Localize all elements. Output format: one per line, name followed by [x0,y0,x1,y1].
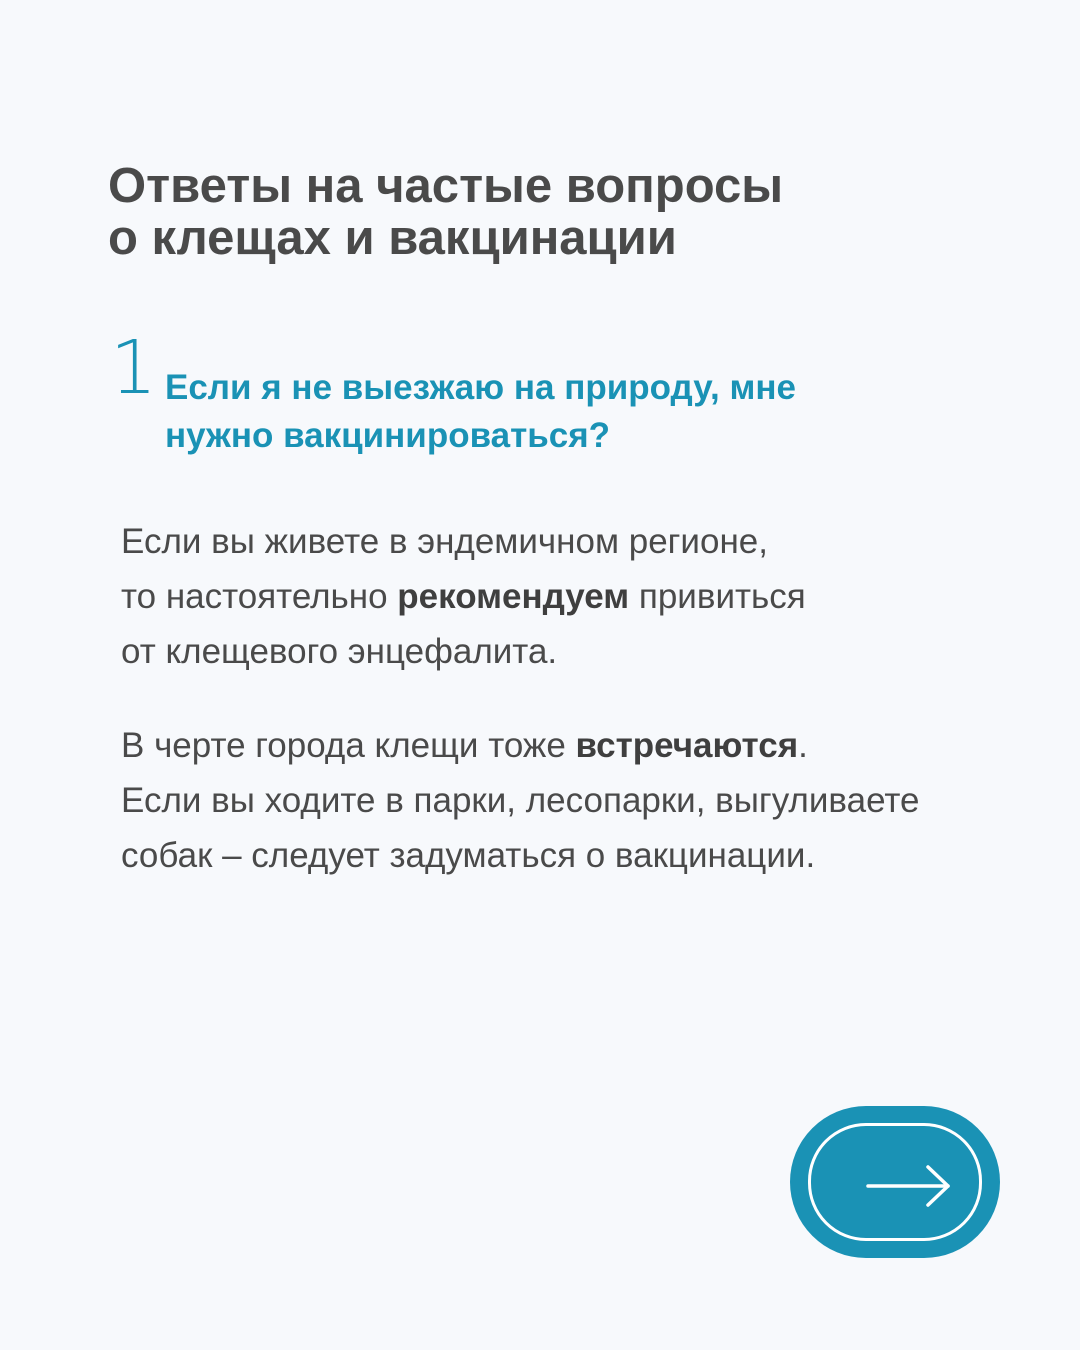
question-heading-line-1: Если я не выезжаю на природу, мне [165,368,796,407]
page-title [108,160,968,264]
answer-paragraph-1-line-2 [121,569,1021,624]
arrow-right-icon [866,1164,952,1208]
next-slide-button[interactable] [790,1106,1000,1258]
next-button-outline [808,1123,982,1241]
page-title-line-1: Ответы на частые вопросы [108,159,784,213]
question-heading-line-2: нужно вакцинироваться? [165,416,611,455]
answer-emphasis: встречаются [575,726,799,765]
answer-text: привиться [629,577,806,616]
answer-paragraph-1-line-3: от клещевого энцефалита. [121,632,558,671]
answer-text: то настоятельно [121,577,398,616]
answer-text: В черте города клещи тоже [121,726,576,765]
page-title-line-2: о клещах и вакцинации [108,211,677,265]
answer-text: . [798,726,808,765]
answer-paragraph-2-line-3: собак – следует задуматься о вакцинации. [121,836,816,875]
answer-paragraph-1-line-1: Если вы живете в эндемичном регионе, [121,522,768,561]
answer-paragraph-1 [121,514,1021,679]
answer-paragraph-2 [121,718,1021,883]
answer-paragraph-2-line-2: Если вы ходите в парки, лесопарки, выгуливаете [121,781,920,820]
answer-emphasis: рекомендуем [397,577,630,616]
answer-paragraph-2-line-1 [121,718,1021,773]
question-heading [165,364,965,460]
question-number: 1 [110,325,158,411]
